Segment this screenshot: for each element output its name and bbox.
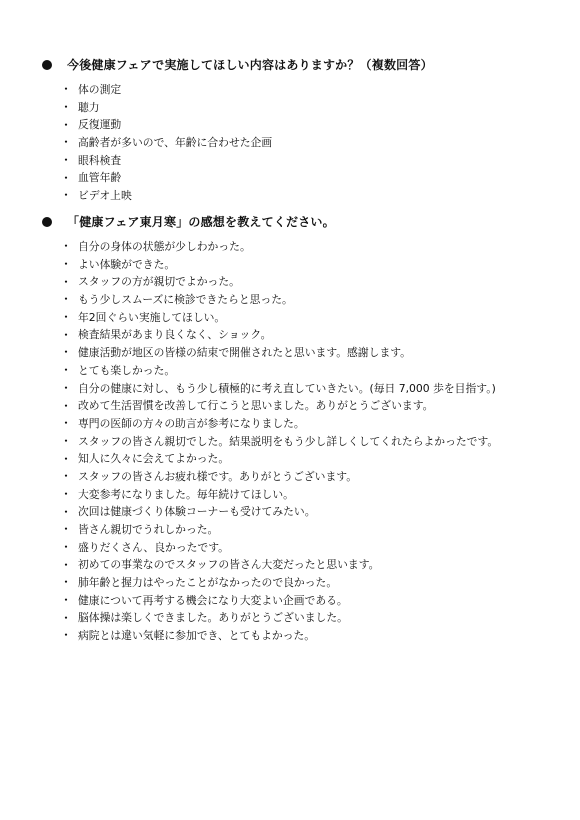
list-item: [60, 556, 560, 574]
list-item-text: 脳体操は楽しくできました。ありがとうございました。: [78, 611, 348, 625]
list-item-text: 反復運動: [78, 118, 122, 132]
list-item-text: 自分の健康に対し、もう少し積極的に考え直していきたい。(毎日 7,000 歩を目指す。): [78, 381, 496, 395]
list-item-text: とても楽しかった。: [78, 363, 176, 377]
list-item: [60, 326, 560, 344]
list-marker: ・: [60, 135, 73, 150]
list-marker: ・: [60, 593, 73, 608]
list-item-text: 年2回ぐらい実施してほしい。: [78, 310, 226, 324]
list-item: [60, 503, 560, 521]
list-item-text: 聴力: [78, 100, 100, 114]
requests-list: [60, 81, 560, 205]
list-item: [60, 415, 560, 433]
list-item: [60, 344, 560, 362]
list-marker: ・: [60, 433, 73, 448]
list-marker: ・: [60, 82, 73, 97]
list-item: [60, 574, 560, 592]
list-marker: ・: [60, 522, 73, 537]
list-item: [60, 609, 560, 627]
list-item: [60, 81, 560, 99]
list-item-text: もう少しスムーズに検診できたらと思った。: [78, 293, 293, 307]
list-item-text: 初めての事業なのでスタッフの皆さん大変だったと思います。: [78, 558, 380, 572]
section-heading-text: 今後健康フェアで実施してほしい内容はありますか？（複数回答）: [67, 58, 433, 72]
list-item-text: 自分の身体の状態が少しわかった。: [78, 240, 251, 253]
list-marker: ・: [60, 451, 73, 466]
list-marker: ・: [60, 310, 73, 325]
list-item-text: よい体験ができた。: [78, 257, 176, 271]
list-item: [60, 362, 560, 380]
section-heading: [40, 56, 560, 74]
list-item-text: 肺年齢と握力はやったことがなかったので良かった。: [78, 576, 338, 590]
list-item: [60, 238, 560, 256]
list-item: [60, 450, 560, 468]
list-marker: ・: [60, 363, 73, 378]
list-item-text: 眼科検査: [78, 153, 122, 167]
list-item-text: 知人に久々に会えてよかった。: [78, 452, 230, 466]
list-item-text: 体の測定: [78, 83, 122, 96]
list-marker: ・: [60, 486, 73, 501]
list-marker: ・: [60, 170, 73, 185]
list-marker: ・: [60, 540, 73, 555]
section-heading: [40, 213, 560, 231]
list-item: [60, 627, 560, 645]
list-item: [60, 134, 560, 152]
list-marker: ・: [60, 188, 73, 203]
list-marker: ・: [60, 274, 73, 289]
list-item: [60, 187, 560, 205]
list-marker: ・: [60, 153, 73, 168]
list-item-text: 血管年齢: [78, 171, 122, 185]
list-marker: ・: [60, 398, 73, 413]
list-marker: ・: [60, 239, 73, 254]
list-marker: ・: [60, 380, 73, 395]
list-item: [60, 592, 560, 610]
list-marker: ・: [60, 327, 73, 342]
list-marker: ・: [60, 292, 73, 307]
survey-section-requests: [40, 56, 560, 205]
list-item: [60, 486, 560, 504]
list-item-text: 専門の医師の方々の助言が参考になりました。: [78, 416, 305, 430]
list-marker: ・: [60, 469, 73, 484]
list-item: [60, 116, 560, 134]
list-item: [60, 539, 560, 557]
list-item: [60, 433, 560, 451]
list-item: [60, 380, 560, 398]
list-item-text: 大変参考になりました。毎年続けてほしい。: [78, 487, 294, 501]
list-marker: ・: [60, 504, 73, 519]
list-item-text: 次回は健康づくり体験コーナーも受けてみたい。: [78, 505, 316, 519]
list-item-text: スタッフの皆さんお疲れ様です。ありがとうございます。: [78, 469, 357, 483]
list-item-text: 盛りだくさん、良かったです。: [78, 540, 229, 554]
list-item-text: 検査結果があまり良くなく、ショック。: [78, 328, 272, 342]
impressions-list: [60, 238, 560, 645]
list-marker: ・: [60, 345, 73, 360]
list-item-text: スタッフの方が親切でよかった。: [78, 275, 240, 289]
bullet-icon: [40, 215, 54, 229]
list-item: [60, 291, 560, 309]
list-marker: ・: [60, 575, 73, 590]
list-item-text: 病院とは違い気軽に参加でき、とてもよかった。: [78, 629, 316, 643]
section-heading-text: 「健康フェア東月寒」の感想を教えてください。: [67, 215, 335, 229]
list-item-text: スタッフの皆さん親切でした。結果説明をもう少し詳しくしてくれたらよかったです。: [78, 434, 499, 448]
list-item-text: 皆さん親切でうれしかった。: [78, 523, 219, 536]
list-marker: ・: [60, 628, 73, 643]
bullet-icon: [40, 58, 54, 72]
list-item: [60, 273, 560, 291]
list-item-text: ビデオ上映: [78, 189, 132, 203]
list-item: [60, 169, 560, 187]
list-item: [60, 309, 560, 327]
list-marker: ・: [60, 610, 73, 625]
list-item-text: 改めて生活習慣を改善して行こうと思いました。ありがとうございます。: [78, 399, 434, 413]
list-item: [60, 152, 560, 170]
list-item-text: 高齢者が多いので、年齢に合わせた企画: [78, 136, 273, 150]
list-marker: ・: [60, 100, 73, 115]
list-item-text: 健康活動が地区の皆様の結束で開催されたと思います。感謝します。: [78, 346, 411, 360]
list-marker: ・: [60, 557, 73, 572]
survey-section-impressions: [40, 213, 560, 645]
list-item: [60, 397, 560, 415]
list-item-text: 健康について再考する機会になり大変よい企画である。: [78, 593, 348, 607]
list-item: [60, 99, 560, 117]
list-marker: ・: [60, 257, 73, 272]
list-marker: ・: [60, 117, 73, 132]
list-item: [60, 468, 560, 486]
list-marker: ・: [60, 416, 73, 431]
list-item: [60, 256, 560, 274]
list-item: [60, 521, 560, 539]
